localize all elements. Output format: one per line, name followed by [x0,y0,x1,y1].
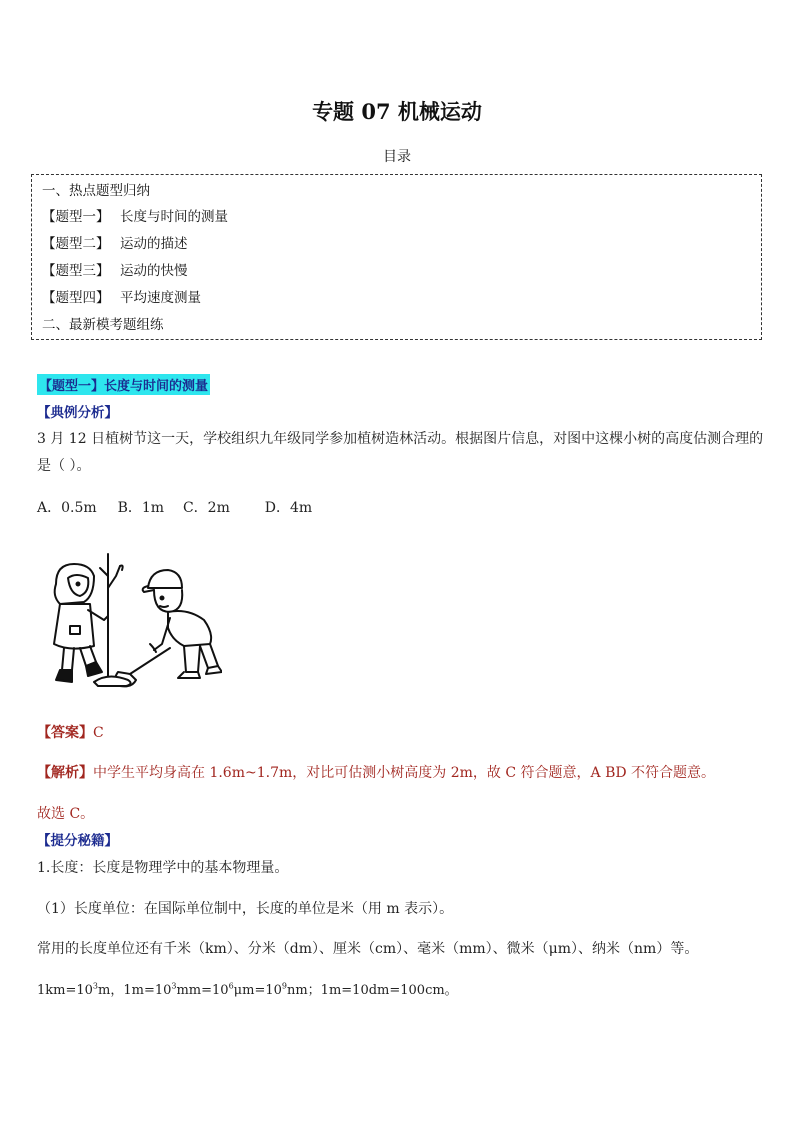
answer-label: 【答案】 [37,725,93,741]
toc-item[interactable] [42,259,188,279]
analysis-line [37,762,715,782]
question-line-2: 是（ ）。 [37,458,91,474]
toc-item[interactable] [42,286,201,306]
toc-item[interactable] [42,232,188,252]
option-b: B．1m [117,500,165,516]
conversion-exponent: 3 [171,981,177,991]
toc-item-tag: 【题型二】 [42,236,110,252]
toc-item-tag: 【题型一】 [42,209,110,225]
tip-1: 1.长度：长度是物理学中的基本物理量。 [37,860,289,876]
toc-item[interactable] [42,313,164,333]
conversion-part: μm=10 [233,983,282,998]
toc-item[interactable] [42,179,150,199]
analysis-label: 【解析】 [37,765,93,781]
answer-options [37,497,312,517]
toc-item-text: 一、热点题型归纳 [42,183,150,199]
toc-item[interactable] [42,205,228,225]
option-c: C．2m [182,500,230,516]
tip-2: （1）长度单位：在国际单位制中，长度的单位是米（用 m 表示）。 [37,901,454,917]
conversion-part: nm；1m=10dm=100cm。 [286,983,458,998]
toc-item-text: 长度与时间的测量 [120,209,228,225]
conversion-part: 1km=10 [37,983,93,998]
page-title: 专题 07 机械运动 [312,99,482,124]
toc-item-text: 运动的快慢 [120,263,188,279]
question-line-1: 3 月 12 日植树节这一天，学校组织九年级同学参加植树造林活动。根据图片信息，对图中这棵小树的高度估测合理的 [37,431,764,447]
conversion-exponent: 3 [92,981,99,991]
option-d: D．4m [264,500,313,516]
toc-item-text: 运动的描述 [120,236,188,252]
toc-item-tag: 【题型三】 [42,263,110,279]
toc-item-text: 二、最新模考题组练 [42,317,164,333]
tips-label: 【提分秘籍】 [37,833,118,849]
conversion-part: m，1m=10 [98,983,172,998]
answer-line [37,722,104,742]
conversion-part: mm=10 [176,983,229,998]
answer-value: C [93,725,104,741]
toc-item-text: 平均速度测量 [120,290,201,306]
unit-conversion [37,979,458,998]
tree-planting-illustration [50,548,222,690]
conclusion: 故选 C。 [37,806,95,822]
section-label: 【题型一】长度与时间的测量 [37,374,210,395]
toc-item-tag: 【题型四】 [42,290,110,306]
tip-3: 常用的长度单位还有千米（km）、分米（dm）、厘米（cm）、毫米（mm）、微米（μm）、纳米（nm）等。 [37,941,699,957]
conversion-exponent: 9 [281,981,287,991]
conversion-exponent: 6 [228,981,234,991]
option-a: A．0.5m [37,500,97,516]
table-of-contents [31,174,762,340]
toc-heading: 目录 [383,149,411,165]
example-label: 【典例分析】 [37,405,118,421]
analysis-text: 中学生平均身高在 1.6m~1.7m，对比可估测小树高度为 2m，故 C 符合题意，A BD 不符合题意。 [93,765,716,781]
